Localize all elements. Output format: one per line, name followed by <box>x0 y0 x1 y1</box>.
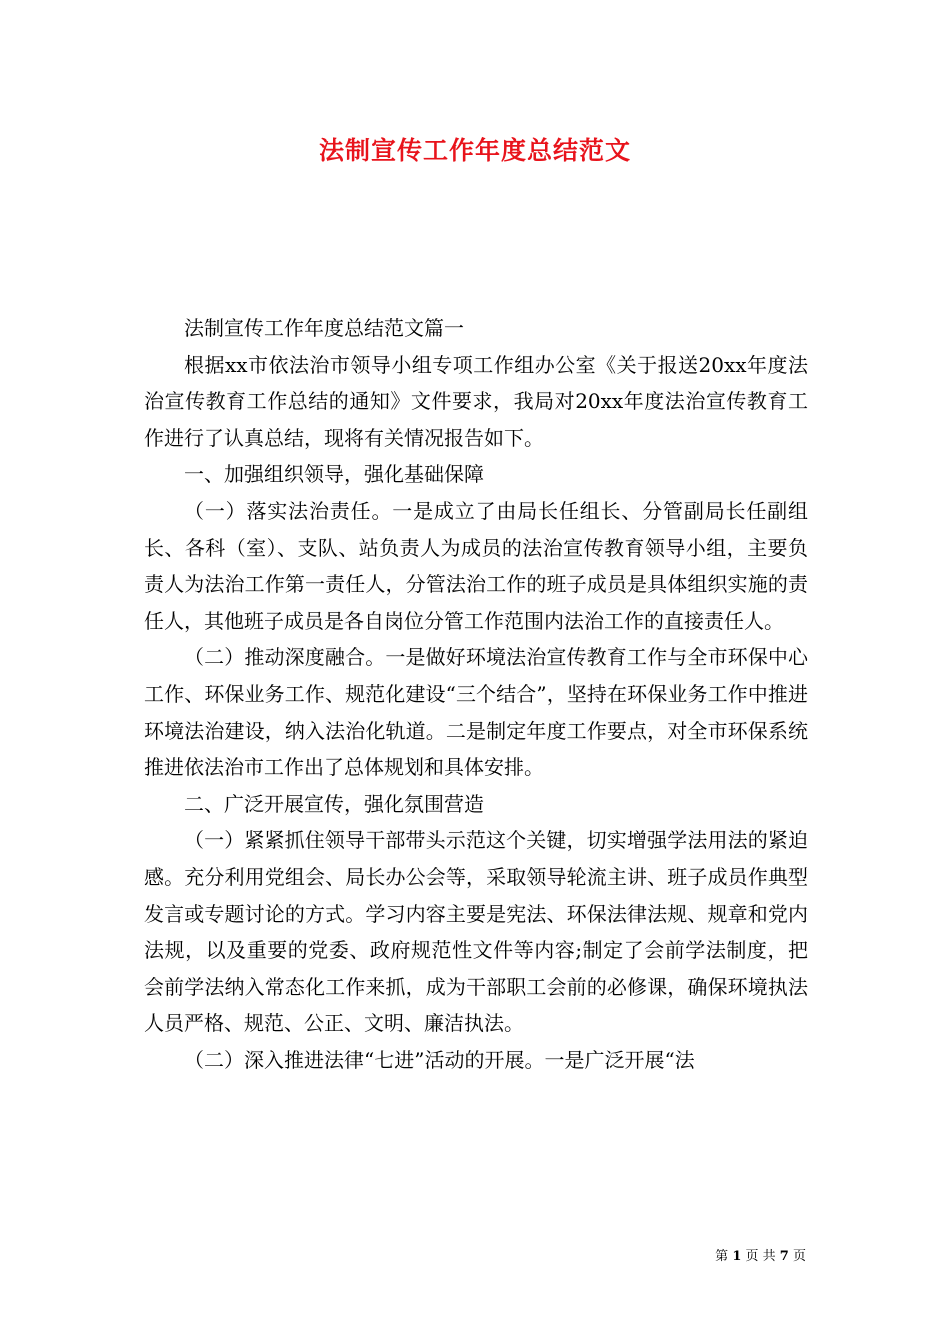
footer-current-page: 1 <box>732 1249 742 1264</box>
paragraph-2-2: （二）深入推进法律“七进”活动的开展。一是广泛开展“法 <box>184 1047 695 1072</box>
page-footer <box>715 1245 806 1264</box>
paragraph-2-1: （一）紧紧抓住领导干部带头示范这个关键，切实增强学法用法的紧迫感。充分利用党组会、局长办公会等，采取领导轮流主讲、班子成员作典型发言或专题讨论的方式。学习内容主要是宪法、环保法律法规、规章和党内法规，以及重要的党委、政府规范性文件等内容;制定了会前学法制度，把会前学法纳入常态化工作来抓，成为干部职工会前的必修课，确保环境执法人员严格、规范、公正、文明、廉洁执法。 <box>144 828 808 1036</box>
document-title: 法制宣传工作年度总结范文 <box>318 136 631 165</box>
section-heading-part-one: 法制宣传工作年度总结范文篇一 <box>184 316 464 340</box>
paragraph-1-1: （一）落实法治责任。一是成立了由局长任组长、分管副局长任副组长、各科（室）、支队、站负责人为成员的法治宣传教育领导小组，主要负责人为法治工作第一责任人，分管法治工作的班子成员是具体组织实施的责任人，其他班子成员是各自岗位分管工作范围内法治工作的直接责任人。 <box>144 498 808 633</box>
paragraph-1-2: （二）推动深度融合。一是做好环境法治宣传教育工作与全市环保中心工作、环保业务工作、规范化建设“三个结合”，坚持在环保业务工作中推进环境法治建设，纳入法治化轨道。二是制定年度工作要点，对全市环保系统推进依法治市工作出了总体规划和具体安排。 <box>144 645 808 780</box>
footer-suffix: 页 <box>792 1249 806 1264</box>
section-heading-2: 二、广泛开展宣传，强化氛围营造 <box>184 791 484 816</box>
intro-paragraph: 根据xx市依法治市领导小组专项工作组办公室《关于报送20xx年度法治宣传教育工作总结的通知》文件要求，我局对20xx年度法治宣传教育工作进行了认真总结，现将有关情况报告如下。 <box>144 352 808 450</box>
document-body <box>144 310 808 1078</box>
footer-prefix: 第 <box>715 1249 729 1264</box>
section-heading-1: 一、加强组织领导，强化基础保障 <box>184 462 484 487</box>
footer-middle: 页 共 <box>745 1249 776 1264</box>
footer-total-pages: 7 <box>779 1249 789 1264</box>
